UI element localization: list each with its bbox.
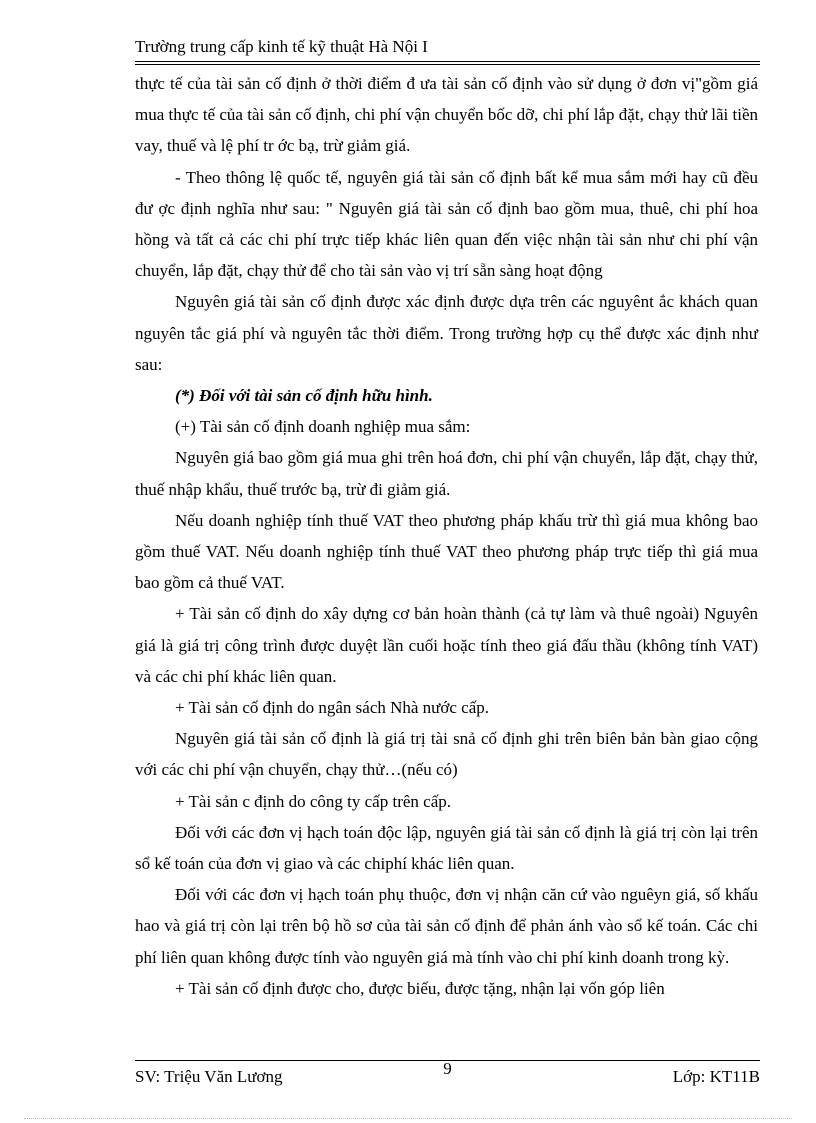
section-heading: (*) Đối với tài sản cố định hữu hình.	[175, 386, 433, 406]
page-footer	[135, 1060, 760, 1091]
paragraph: Nguyên giá bao gồm giá mua ghi trên hoá đơn, chi phí vận chuyển, lắp đặt, chạy thử, thuế nhập khẩu, thuế trước bạ, trừ đi giảm giá.	[135, 448, 758, 499]
paragraph: + Tài sản cố định do xây dựng cơ bản hoàn thành (cả tự làm và thuê ngoài) Nguyên giá là giá trị công trình được duyệt lần cuối hoặc tính theo giá đấu thầu (không tính VAT) và các chi phí khác liên quan.	[135, 604, 758, 686]
paragraph: Đối với các đơn vị hạch toán phụ thuộc, đơn vị nhận căn cứ vào nguêyn giá, số khấu hao và giá trị còn lại trên bộ hồ sơ của tài sản cố định để phản ánh vào sổ kế toán. Các chi phí liên quan không được tính vào nguyên giá mà tính vào chi phí kinh doanh trong kỳ.	[135, 885, 758, 967]
paragraph: thực tế của tài sản cố định ở thời điểm đ ưa tài sản cố định vào sử dụng ở đơn vị"gồm giá mua thực tế của tài sản cố định, chi phí vận chuyển bốc dỡ, chi phí lắp đặt, chạy thử lãi tiền vay, thuế và lệ phí tr ớc bạ, trừ giảm giá.	[135, 74, 758, 156]
paragraph: + Tài sản c định do công ty cấp trên cấp.	[175, 791, 451, 811]
school-name: Trường trung cấp kinh tế kỹ thuật Hà Nội I	[135, 37, 428, 56]
page-edge-divider	[24, 1118, 792, 1119]
paragraph: Nguyên giá tài sản cố định được xác định được dựa trên các nguyênt ắc khách quan nguyên tắc giá phí và nguyên tắc thời điểm. Trong trường hợp cụ thể được xác định như sau:	[135, 292, 758, 374]
paragraph: + Tài sản cố định do ngân sách Nhà nước cấp.	[175, 698, 490, 718]
paragraph: Nguyên giá tài sản cố định là giá trị tài snả cố định ghi trên biên bản bàn giao cộng với các chi phí vận chuyển, chạy thử…(nếu có)	[135, 729, 758, 780]
page-number: 9	[443, 1059, 452, 1078]
student-name: SV: Triệu Văn Lương	[135, 1067, 283, 1086]
paragraph: Đối với các đơn vị hạch toán độc lập, nguyên giá tài sản cố định là giá trị còn lại trên sổ kế toán của đơn vị giao và các chiphí khác liên quan.	[135, 822, 758, 874]
paragraph: Nếu doanh nghiệp tính thuế VAT theo phương pháp khấu trừ thì giá mua không bao gồm thuế VAT. Nếu doanh nghiệp tính thuế VAT theo phương pháp trực tiếp thì giá mua bao gồm cả thuế VAT.	[135, 510, 758, 593]
document-body	[135, 68, 758, 1004]
paragraph: - Theo thông lệ quốc tế, nguyên giá tài sản cố định bất kể mua sắm mới hay cũ đều đư ợc định nghĩa như sau: " Nguyên giá tài sản cố định bao gồm mua, thuê, chi phí hoa hồng và tất cả các chi phí trực tiếp khác liên quan đến việc nhận tài sản như chi phí vận chuyển, lắp đặt, chạy thử để cho tài sản vào vị trí sẵn sàng hoạt động	[135, 167, 758, 281]
paragraph: + Tài sản cố định được cho, được biếu, được tặng, nhận lại vốn góp liên	[175, 978, 665, 998]
paragraph: (+) Tài sản cố định doanh nghiệp mua sắm:	[175, 417, 471, 437]
class-name: Lớp: KT11B	[672, 1067, 760, 1086]
page-header	[135, 36, 760, 62]
